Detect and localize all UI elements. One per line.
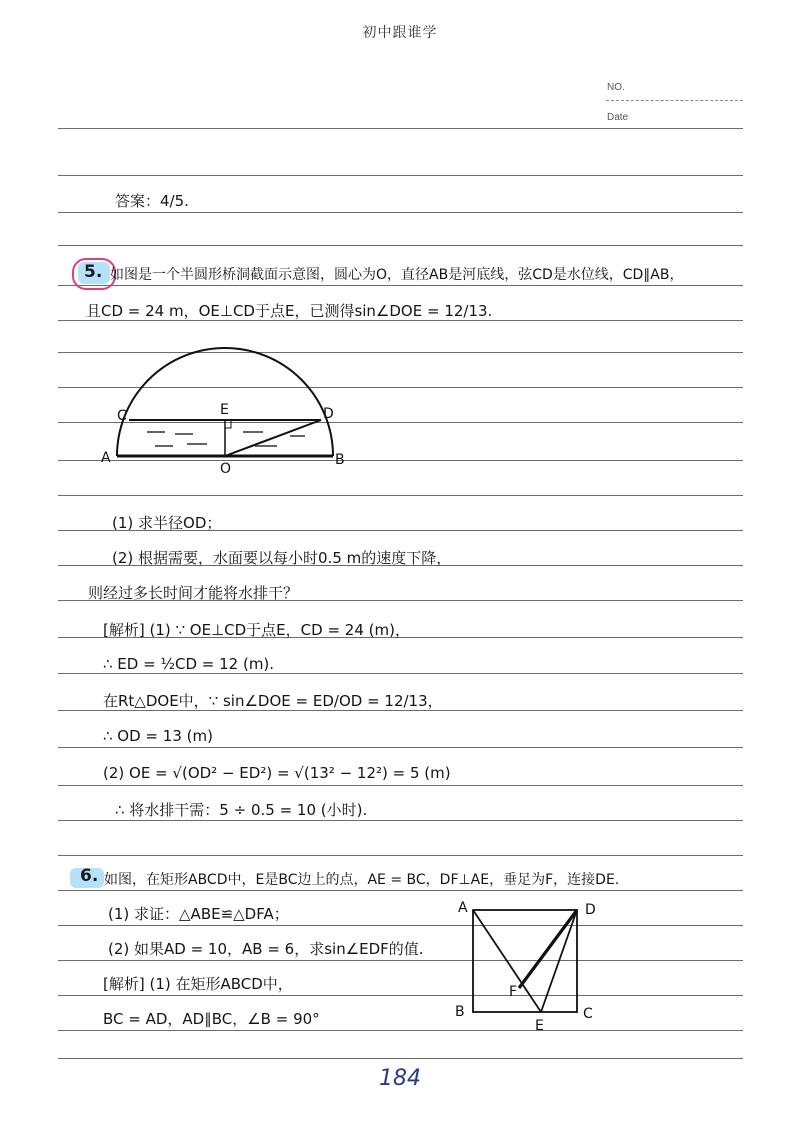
previous-answer: 答案：4/5. [115, 192, 189, 210]
ruled-line [58, 1058, 743, 1059]
q6-label-B: B [455, 1004, 465, 1020]
q5-statement-line2: 且CD = 24 m，OE⊥CD于点E，已测得sin∠DOE = 12/13. [86, 302, 493, 320]
q6-label-F: F [509, 984, 518, 1000]
q5-part1: (1) 求半径OD； [112, 514, 222, 532]
q5-solution-line2: ∴ ED = ½CD = 12 (m). [103, 655, 275, 673]
q5-semicircle-diagram [95, 350, 355, 480]
q6-label-E: E [535, 1018, 544, 1034]
q5-label-E: E [220, 402, 229, 418]
q5-solution-line1: [解析] (1) ∵ OE⊥CD于点E，CD = 24 (m)， [103, 621, 410, 639]
ruled-line [58, 820, 743, 821]
q5-statement-line1: 如图是一个半圆形桥洞截面示意图，圆心为O，直径AB是河底线，弦CD是水位线，CD∥AB， [110, 267, 684, 283]
ruled-line [58, 995, 743, 996]
q5-number: 5. [84, 262, 103, 282]
page-number: 184 [379, 1066, 421, 1091]
q6-label-C: C [583, 1006, 593, 1022]
ruled-line [58, 128, 743, 129]
q6-solution-line2: BC = AD，AD∥BC，∠B = 90° [103, 1010, 320, 1028]
q6-label-A: A [458, 900, 468, 916]
meta-no-label: NO. [607, 82, 625, 93]
ruled-line [58, 747, 743, 748]
q6-statement-line1: 如图，在矩形ABCD中，E是BC边上的点，AE = BC，DF⊥AE，垂足为F，连接DE. [104, 872, 620, 888]
q5-label-D: D [323, 406, 334, 422]
ruled-line [58, 960, 743, 961]
q5-label-A: A [101, 450, 111, 466]
q5-label-B: B [335, 452, 345, 468]
q5-label-O: O [220, 461, 232, 477]
q6-part1: (1) 求证：△ABE≌△DFA； [108, 905, 289, 923]
q6-number: 6. [80, 866, 99, 886]
q5-solution-line6: ∴ 将水排干需：5 ÷ 0.5 = 10 (小时). [115, 801, 368, 819]
ruled-line [58, 245, 743, 246]
q6-part2: (2) 如果AD = 10，AB = 6，求sin∠EDF的值. [108, 940, 424, 958]
ruled-line [58, 212, 743, 213]
q5-part2-line2: 则经过多长时间才能将水排干？ [88, 584, 299, 602]
ruled-line [58, 175, 743, 176]
q5-solution-line5: (2) OE = √(OD² − ED²) = √(13² − 12²) = 5 (m) [103, 764, 451, 782]
ruled-line [58, 890, 743, 891]
q5-label-C: C [117, 408, 127, 424]
meta-date-label: Date [607, 112, 629, 123]
q5-solution-line4: ∴ OD = 13 (m) [103, 727, 213, 745]
ruled-line [58, 785, 743, 786]
ruled-line [58, 285, 743, 286]
meta-no-line [606, 100, 743, 101]
page-header-title: 初中跟谁学 [362, 25, 438, 41]
q6-solution-line1: [解析] (1) 在矩形ABCD中， [103, 975, 293, 993]
q6-label-D: D [585, 902, 596, 918]
ruled-line [58, 855, 743, 856]
ruled-line [58, 925, 743, 926]
ruled-line [58, 1030, 743, 1031]
ruled-line [58, 495, 743, 496]
q5-solution-line3: 在Rt△DOE中，∵ sin∠DOE = ED/OD = 12/13， [103, 692, 443, 710]
q6-rectangle-diagram [455, 898, 615, 1038]
ruled-line [58, 673, 743, 674]
q5-part2-line1: (2) 根据需要，水面要以每小时0.5 m的速度下降， [112, 549, 452, 567]
